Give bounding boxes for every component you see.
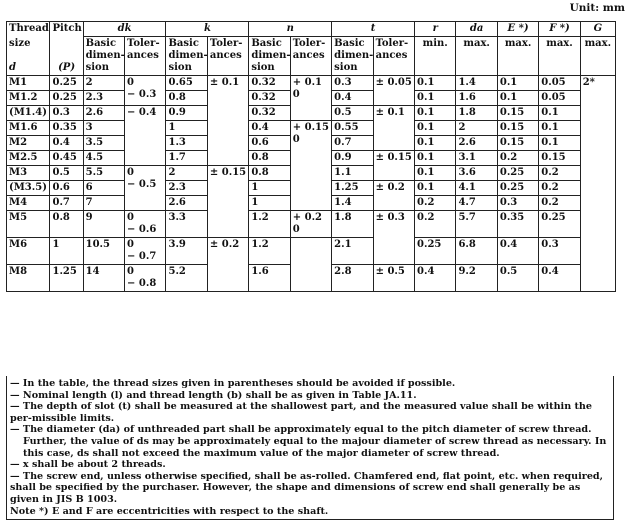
header-dk: dk <box>83 22 166 37</box>
header-e-max: max. <box>497 37 538 76</box>
e-max-cell: 0.25 <box>497 181 538 196</box>
thread-size-cell: M1.6 <box>7 121 50 136</box>
note-1: — In the table, the thread sizes given in parentheses should be avoided if possible. <box>10 378 456 389</box>
pitch-cell: 0.6 <box>50 181 83 196</box>
header-t-basic <box>332 37 373 76</box>
r-min-cell: 0.1 <box>415 151 456 166</box>
dk-basic-cell: 2 <box>83 76 124 91</box>
header-f-max: max. <box>539 37 580 76</box>
header-dk-tol <box>125 37 166 76</box>
pitch-cell: 0.45 <box>50 151 83 166</box>
pitch-cell: 0.25 <box>50 76 83 91</box>
n-tol-cell <box>290 211 331 238</box>
k-tol-cell: ± 0.1 <box>207 76 248 166</box>
dk-basic-cell: 5.5 <box>83 166 124 181</box>
n-basic-cell: 0.32 <box>249 106 290 121</box>
da-max-cell: 3.1 <box>456 151 497 166</box>
thread-size-cell: M4 <box>7 196 50 211</box>
n-basic-cell: 1.2 <box>249 211 290 238</box>
thread-size-cell: M6 <box>7 238 50 265</box>
header-r: r <box>415 22 456 37</box>
f-max-cell: 0.2 <box>539 196 580 211</box>
header-k-tol <box>207 37 248 76</box>
k-basic-cell: 2 <box>166 166 207 181</box>
r-min-cell: 0.4 <box>415 265 456 292</box>
thread-size-cell: M5 <box>7 211 50 238</box>
t-tol-cell: ± 0.2 <box>373 181 414 211</box>
header-n-basic <box>249 37 290 76</box>
notes-block <box>6 376 614 520</box>
note-4: — The diameter (da) of unthreaded part shall be approximately equal to the pitch diameter of screw thread. <box>10 424 592 436</box>
k-basic-cell: 1.3 <box>166 136 207 151</box>
e-max-cell: 0.1 <box>497 76 538 91</box>
table-row <box>7 211 616 238</box>
f-max-cell: 0.15 <box>539 151 580 166</box>
k-basic-cell: 0.9 <box>166 106 207 121</box>
dk-tol-cell <box>125 76 166 106</box>
t-basic-cell: 0.3 <box>332 76 373 91</box>
dk-tol-cell-line: 0 <box>127 239 135 250</box>
f-max-cell: 0.2 <box>539 166 580 181</box>
t-basic-cell: 1.25 <box>332 181 373 196</box>
da-max-cell: 3.6 <box>456 166 497 181</box>
note-2: — Nominal length (l) and thread length (b) shall be as given in Table JA.11. <box>10 389 417 401</box>
dk-basic-cell: 6 <box>83 181 124 196</box>
header-d-symbol: d <box>9 61 16 73</box>
n-tol-cell-line: + 0.15 <box>292 122 329 133</box>
tol-l1: Toler- <box>375 38 409 49</box>
dk-tol-cell <box>125 106 166 166</box>
n-tol-cell <box>290 238 331 292</box>
r-min-cell: 0.2 <box>415 211 456 238</box>
n-basic-cell: 0.4 <box>249 121 290 136</box>
thread-size-cell: M3 <box>7 166 50 181</box>
dk-basic-cell: 3.5 <box>83 136 124 151</box>
thread-size-cell: (M3.5) <box>7 181 50 196</box>
pitch-cell: 0.4 <box>50 136 83 151</box>
pitch-cell: 0.8 <box>50 211 83 238</box>
table-row <box>7 76 616 91</box>
k-basic-cell: 2.6 <box>166 196 207 211</box>
dk-basic-cell: 10.5 <box>83 238 124 265</box>
t-tol-cell: ± 0.05 <box>373 76 414 106</box>
n-tol-cell-line: + 0.1 <box>292 77 323 88</box>
basic-l1: Basic <box>334 38 365 49</box>
pitch-cell: 1 <box>50 238 83 265</box>
basic-l3: sion <box>334 62 358 73</box>
n-tol-cell <box>290 121 331 211</box>
header-t: t <box>332 22 415 37</box>
header-n: n <box>249 22 332 37</box>
k-tol-cell: ± 0.2 <box>207 238 248 292</box>
k-tol-cell: ± 0.15 <box>207 166 248 238</box>
k-basic-cell: 1 <box>166 121 207 136</box>
g-max-cell: 2* <box>580 76 615 292</box>
pitch-cell: 0.35 <box>50 121 83 136</box>
e-max-cell: 0.15 <box>497 136 538 151</box>
r-min-cell: 0.1 <box>415 136 456 151</box>
n-basic-cell: 1 <box>249 196 290 211</box>
n-basic-cell: 0.6 <box>249 136 290 151</box>
header-thread-size: Thread <box>7 22 50 37</box>
header-thread-size-sub <box>7 37 50 76</box>
k-basic-cell: 0.65 <box>166 76 207 91</box>
f-max-cell: 0.2 <box>539 181 580 196</box>
dk-tol-cell-line: − 0.5 <box>127 179 157 190</box>
header-dk-basic <box>83 37 124 76</box>
da-max-cell: 5.7 <box>456 211 497 238</box>
dk-tol-cell-line: 0 <box>127 266 135 277</box>
note-5: — x shall be about 2 threads. <box>10 459 166 471</box>
r-min-cell: 0.25 <box>415 238 456 265</box>
note-7: Note *) E and F are eccentricities with respect to the shaft. <box>10 505 329 517</box>
f-max-cell: 0.25 <box>539 211 580 238</box>
dk-tol-cell-line: − 0.8 <box>127 278 157 289</box>
basic-l3: sion <box>168 62 192 73</box>
table-row <box>7 238 616 265</box>
header-da: da <box>456 22 497 37</box>
t-basic-cell: 2.1 <box>332 238 373 265</box>
dk-basic-cell: 14 <box>83 265 124 292</box>
da-max-cell: 4.7 <box>456 196 497 211</box>
f-max-cell: 0.4 <box>539 265 580 292</box>
dk-basic-cell: 2.6 <box>83 106 124 121</box>
basic-l1: Basic <box>251 38 282 49</box>
da-max-cell: 6.8 <box>456 238 497 265</box>
table-body <box>7 76 616 292</box>
e-max-cell: 0.1 <box>497 91 538 106</box>
k-basic-cell: 2.3 <box>166 181 207 196</box>
da-max-cell: 1.6 <box>456 91 497 106</box>
e-max-cell: 0.35 <box>497 211 538 238</box>
r-min-cell: 0.1 <box>415 181 456 196</box>
k-basic-cell: 3.3 <box>166 211 207 238</box>
e-max-cell: 0.15 <box>497 121 538 136</box>
t-basic-cell: 1.4 <box>332 196 373 211</box>
dk-tol-cell-line: − 0.7 <box>127 251 157 262</box>
basic-l2: dimen- <box>251 50 291 61</box>
header-pitch-sub <box>50 37 83 76</box>
header-row-top <box>7 22 616 37</box>
da-max-cell: 4.1 <box>456 181 497 196</box>
da-max-cell: 9.2 <box>456 265 497 292</box>
n-tol-cell-line: 0 <box>292 224 300 235</box>
n-basic-cell: 1.2 <box>249 238 290 265</box>
pitch-cell: 0.7 <box>50 196 83 211</box>
tol-l2: ances <box>209 50 242 61</box>
tol-l1: Toler- <box>292 38 326 49</box>
da-max-cell: 2 <box>456 121 497 136</box>
basic-l2: dimen- <box>85 50 125 61</box>
r-min-cell: 0.1 <box>415 166 456 181</box>
header-da-max: max. <box>456 37 497 76</box>
n-basic-cell: 0.8 <box>249 151 290 166</box>
t-basic-cell: 1.1 <box>332 166 373 181</box>
e-max-cell: 0.3 <box>497 196 538 211</box>
thread-size-cell: M2.5 <box>7 151 50 166</box>
t-basic-cell: 0.7 <box>332 136 373 151</box>
table-row <box>7 121 616 136</box>
dk-tol-cell-line: − 0.4 <box>127 107 157 118</box>
thread-size-cell: M1.2 <box>7 91 50 106</box>
n-basic-cell: 0.8 <box>249 166 290 181</box>
k-basic-cell: 3.9 <box>166 238 207 265</box>
pitch-cell: 0.3 <box>50 106 83 121</box>
n-basic-cell: 0.32 <box>249 76 290 91</box>
basic-l3: sion <box>85 62 109 73</box>
dk-tol-cell-line: 0 <box>127 167 135 178</box>
header-f: F *) <box>539 22 580 37</box>
f-max-cell: 0.1 <box>539 136 580 151</box>
basic-l1: Basic <box>85 38 117 49</box>
f-max-cell: 0.1 <box>539 121 580 136</box>
tol-l1: Toler- <box>209 38 243 49</box>
e-max-cell: 0.5 <box>497 265 538 292</box>
t-basic-cell: 0.9 <box>332 151 373 166</box>
t-basic-cell: 0.4 <box>332 91 373 106</box>
header-k-basic <box>166 37 207 76</box>
header-pitch: Pitch <box>50 22 83 37</box>
thread-size-cell: M2 <box>7 136 50 151</box>
dk-basic-cell: 7 <box>83 196 124 211</box>
da-max-cell: 1.8 <box>456 106 497 121</box>
basic-l1: Basic <box>168 38 199 49</box>
header-size-word: size <box>9 37 31 49</box>
header-k: k <box>166 22 249 37</box>
thread-size-cell: (M1.4) <box>7 106 50 121</box>
dk-basic-cell: 3 <box>83 121 124 136</box>
dk-tol-cell <box>125 238 166 265</box>
n-basic-cell: 1.6 <box>249 265 290 292</box>
dk-tol-cell <box>125 265 166 292</box>
f-max-cell: 0.05 <box>539 76 580 91</box>
unit-label: Unit: mm <box>569 2 625 14</box>
tol-l1: Toler- <box>127 38 160 49</box>
t-tol-cell: ± 0.5 <box>373 265 414 292</box>
header-row-sub <box>7 37 616 76</box>
n-basic-cell: 0.32 <box>249 91 290 106</box>
t-basic-cell: 1.8 <box>332 211 373 238</box>
dk-basic-cell: 9 <box>83 211 124 238</box>
e-max-cell: 0.4 <box>497 238 538 265</box>
k-basic-cell: 5.2 <box>166 265 207 292</box>
thread-dimension-table <box>6 21 616 292</box>
r-min-cell: 0.1 <box>415 121 456 136</box>
r-min-cell: 0.1 <box>415 91 456 106</box>
tol-l2: ances <box>375 50 408 61</box>
dk-basic-cell: 2.3 <box>83 91 124 106</box>
n-tol-cell-line: 0 <box>292 89 300 100</box>
e-max-cell: 0.15 <box>497 106 538 121</box>
dk-tol-cell <box>125 211 166 238</box>
n-tol-cell-line: + 0.2 <box>292 212 323 223</box>
note-3: — The depth of slot (t) shall be measured at the shallowest part, and the measured value shall be within the per-missible limits. <box>10 401 593 424</box>
da-max-cell: 1.4 <box>456 76 497 91</box>
thread-size-cell: M1 <box>7 76 50 91</box>
dk-tol-cell-line: − 0.6 <box>127 224 157 235</box>
r-min-cell: 0.1 <box>415 76 456 91</box>
r-min-cell: 0.2 <box>415 196 456 211</box>
n-basic-cell: 1 <box>249 181 290 196</box>
t-tol-cell: ± 0.3 <box>373 211 414 265</box>
pitch-cell: 0.5 <box>50 166 83 181</box>
header-p-symbol: (P) <box>58 61 76 73</box>
dk-basic-cell: 4.5 <box>83 151 124 166</box>
t-basic-cell: 2.8 <box>332 265 373 292</box>
basic-l2: dimen- <box>334 50 374 61</box>
t-tol-cell: ± 0.15 <box>373 151 414 181</box>
n-tol-cell-line: 0 <box>292 134 300 145</box>
tol-l2: ances <box>292 50 325 61</box>
basic-l3: sion <box>251 62 275 73</box>
t-basic-cell: 0.55 <box>332 121 373 136</box>
f-max-cell: 0.1 <box>539 106 580 121</box>
header-r-min: min. <box>415 37 456 76</box>
dk-tol-cell-line: 0 <box>127 77 135 88</box>
note-6: — The screw end, unless otherwise specified, shall be as-rolled. Chamfered end, flat point, etc. when required, shall be specified by the purchaser. However, the shape and dimensions of screw end shall generally be as given in JIS B 1003. <box>10 470 603 505</box>
header-g: G <box>580 22 615 37</box>
n-tol-cell <box>290 76 331 121</box>
dk-tol-cell-line: − 0.3 <box>127 89 157 100</box>
e-max-cell: 0.25 <box>497 166 538 181</box>
tol-l2: ances <box>127 50 159 61</box>
header-n-tol <box>290 37 331 76</box>
pitch-cell: 0.25 <box>50 91 83 106</box>
da-max-cell: 2.6 <box>456 136 497 151</box>
f-max-cell: 0.05 <box>539 91 580 106</box>
thread-size-cell: M8 <box>7 265 50 292</box>
k-basic-cell: 0.8 <box>166 91 207 106</box>
pitch-cell: 1.25 <box>50 265 83 292</box>
header-e: E *) <box>497 22 538 37</box>
e-max-cell: 0.2 <box>497 151 538 166</box>
k-basic-cell: 1.7 <box>166 151 207 166</box>
header-t-tol <box>373 37 414 76</box>
note-4-cont: Further, the value of ds may be approximately equal to the majour diameter of screw thread as necessary. In this case, ds shall not exceed the maximum value of the major diameter of screw thread. <box>23 435 607 459</box>
header-g-max: max. <box>580 37 615 76</box>
dk-tol-cell-line: 0 <box>127 212 135 223</box>
basic-l2: dimen- <box>168 50 208 61</box>
t-tol-cell: ± 0.1 <box>373 106 414 151</box>
r-min-cell: 0.1 <box>415 106 456 121</box>
dk-tol-cell <box>125 166 166 211</box>
f-max-cell: 0.3 <box>539 238 580 265</box>
t-basic-cell: 0.5 <box>332 106 373 121</box>
